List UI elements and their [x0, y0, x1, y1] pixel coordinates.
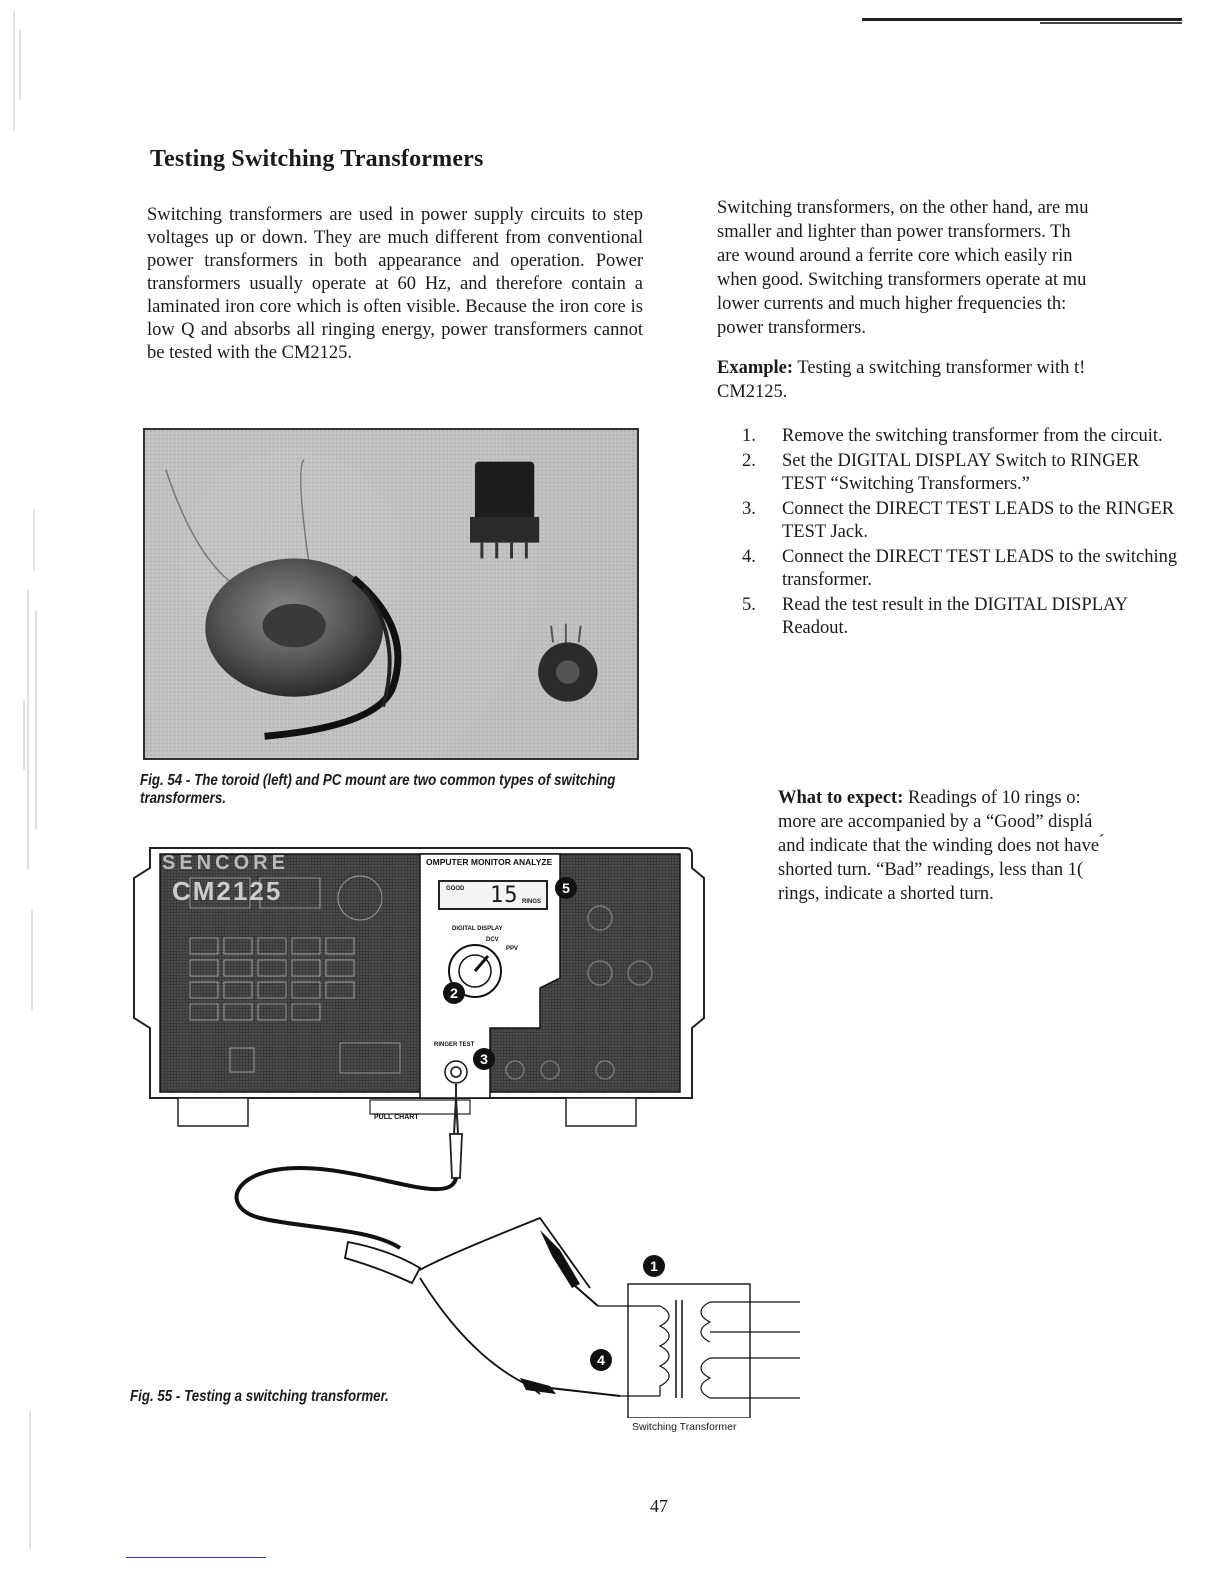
example-text: Testing a switching transformer with t!	[793, 358, 1086, 378]
pull-chart-label: PULL CHART	[374, 1114, 419, 1121]
example-paragraph	[717, 356, 1187, 404]
callout-4: 4	[590, 1349, 612, 1371]
list-item	[742, 594, 1182, 640]
panel-title: OMPUTER MONITOR ANALYZE	[426, 857, 553, 867]
dcv-label: DCV	[486, 937, 499, 943]
callout-2: 2	[443, 982, 465, 1004]
lcd-rings: RINGS	[521, 899, 541, 905]
fig55-caption: Fig. 55 - Testing a switching transformer.	[130, 1388, 389, 1405]
expect-text: Readings of 10 rings o:	[903, 788, 1081, 808]
list-item	[742, 450, 1182, 496]
step-text: Connect the DIRECT TEST LEADS to the switching transformer.	[782, 547, 1178, 590]
step-text: Read the test result in the DIGITAL DISPLAY Readout.	[782, 595, 1128, 638]
instrument-model: CM2125	[172, 876, 283, 906]
callout-3: 3	[473, 1048, 495, 1070]
switching-transformer-label: Switching Transformer	[632, 1421, 737, 1433]
step-text: Set the DIGITAL DISPLAY Switch to RINGER TEST “Switching Transformers.”	[782, 451, 1140, 494]
cm2125-drawing	[120, 838, 820, 1418]
scan-margin-noise	[4, 10, 40, 1570]
ppv-label: PPV	[506, 946, 519, 952]
step-number: 5.	[742, 595, 756, 615]
top-rule-shadow	[1040, 22, 1182, 24]
expect-paragraph	[778, 786, 1198, 906]
step-number: 2.	[742, 451, 756, 471]
step-text: Remove the switching transformer from the circuit.	[782, 426, 1163, 446]
list-item	[742, 498, 1182, 544]
right-paragraph-line: power transformers.	[717, 318, 866, 338]
right-paragraph-line: when good. Switching transformers operate at mu	[717, 270, 1087, 290]
right-paragraph-line: Switching transformers, on the other hand, are mu	[717, 198, 1089, 218]
lcd-value: 15	[490, 883, 519, 908]
expect-text-line: more are accompanied by a “Good” displá	[778, 812, 1093, 832]
page-number: 47	[650, 1496, 668, 1516]
expect-text-line: rings, indicate a shorted turn.	[778, 884, 994, 904]
step-number: 1.	[742, 426, 756, 446]
right-paragraph-line: smaller and lighter than power transformers. Th	[717, 222, 1071, 242]
example-label: Example:	[717, 358, 794, 378]
steps-list	[742, 425, 1182, 642]
top-rule	[862, 18, 1182, 21]
right-paragraph-line: lower currents and much higher frequencies th:	[717, 294, 1067, 314]
bottom-rule	[126, 1557, 266, 1558]
list-item	[742, 546, 1182, 592]
lcd-good: GOOD	[446, 886, 465, 892]
step-number: 3.	[742, 499, 756, 519]
right-paragraph-line: are wound around a ferrite core which easily rin	[717, 246, 1073, 266]
ringer-test-label: RINGER TEST	[434, 1042, 475, 1048]
list-item	[742, 425, 1182, 448]
digital-display-label: DIGITAL DISPLAY	[452, 926, 503, 932]
callout-1: 1	[643, 1255, 665, 1277]
expect-text-line: shorted turn. “Bad” readings, less than 1(	[778, 860, 1084, 880]
fig54-caption: Fig. 54 - The toroid (left) and PC mount are two common types of switching transformers.	[140, 772, 616, 807]
fig54-photo	[143, 428, 639, 760]
step-text: Connect the DIRECT TEST LEADS to the RINGER TEST Jack.	[782, 499, 1175, 542]
intro-paragraph: Switching transformers are used in power supply circuits to step voltages up or down. They are much different from conventional power transformers in both appearance and operation. Power transformers usually operate at 60 Hz, and therefore contain a laminated iron core which is often visible. Because the iron core is low Q and absorbs all ringing energy, power transformers cannot be tested with the CM2125.	[147, 205, 643, 363]
callout-5: 5	[555, 877, 577, 899]
transformers-photo	[145, 430, 637, 758]
fig55-illustration	[120, 838, 820, 1418]
expect-label: What to expect:	[778, 788, 904, 808]
expect-text-line: and indicate that the winding does not have ́	[778, 836, 1104, 856]
pc-mount-transformer	[475, 462, 534, 521]
example-text-line2: CM2125.	[717, 382, 788, 402]
page-title: Testing Switching Transformers	[150, 146, 484, 172]
right-paragraph	[717, 196, 1187, 340]
step-number: 4.	[742, 547, 756, 567]
digital-display-readout	[438, 880, 548, 910]
instrument-brand: SENCORE	[162, 852, 289, 874]
